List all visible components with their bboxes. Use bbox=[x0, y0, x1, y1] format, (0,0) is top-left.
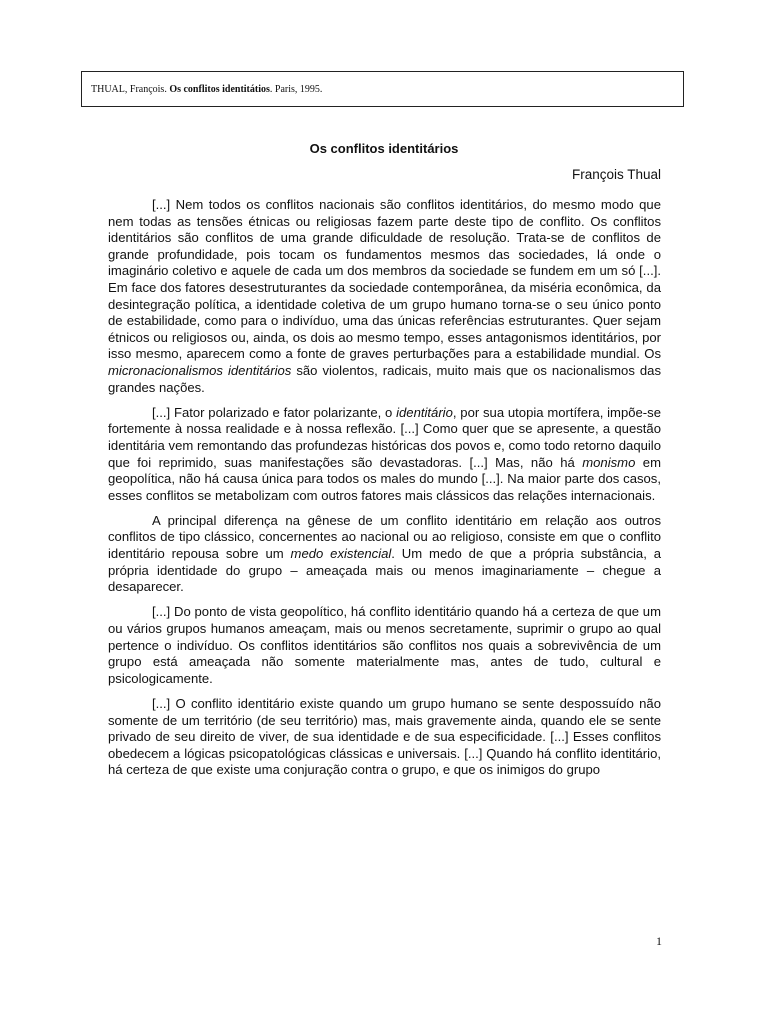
body-paragraph bbox=[108, 197, 661, 396]
paragraph-text: [...] Do ponto de vista geopolítico, há conflito identitário quando há a certeza de que um ou vários grupos humanos ameaçam, mais ou menos secretamente, suprimir o grupo ao qual pertence o indivíduo. Os conflitos identitários são conflitos nos quais a sobrevivência de um grupo está ameaçada não somente materialmente mas, antes de tudo, cultural e psicologicamente. bbox=[108, 604, 661, 686]
body-paragraph bbox=[108, 696, 661, 779]
citation-publication: . Paris, 1995. bbox=[269, 84, 323, 95]
paragraph-text: em geopolítica, não há causa única para todos os males do mundo [...]. Na maior parte dos casos, esses conflitos se metabolizam com outros fatores mais clássicos das relações internacionais. bbox=[108, 454, 661, 503]
italic-term: medo existencial bbox=[290, 546, 392, 562]
citation-title: Os conflitos identitátios bbox=[169, 84, 270, 95]
italic-term: monismo bbox=[582, 454, 636, 470]
body-paragraph bbox=[108, 405, 661, 505]
body-paragraph bbox=[108, 513, 661, 596]
paragraph-text: [...] Nem todos os conflitos nacionais são conflitos identitários, do mesmo modo que nem todas as tensões étnicas ou religiosas fazem parte deste tipo de conflito. Os conflitos identitários são conflitos de uma grande dificuldade de resolução. Trata-se de conflitos de grande profundidade, pois tocam os fundamentos mesmos das sociedades, lá onde o imaginário coletivo e aquele de cada um dos membros da sociedade se fundem em um só [...]. Em face dos fatores desestruturantes da sociedade contemporânea, da miséria econômica, da desintegração política, a identidade coletiva de um grupo humano torna-se o seu único ponto de estabilidade, como para o indivíduo, uma das únicas referências estruturantes. Quer sejam étnicos ou religiosos ou, ainda, os dois ao mesmo tempo, esses antagonismos identitários, por isso mesmo, aparecem como a fonte de graves perturbações para a estabilidade mundial. Os bbox=[108, 197, 661, 362]
italic-term: micronacionalismos identitários bbox=[108, 362, 292, 378]
paragraph-text: A principal diferença na gênese de um conflito identitário em relação aos outros conflitos de tipo clássico, concernentes ao nacional ou ao religioso, consiste em que o conflito identitário repousa sobre um bbox=[108, 512, 661, 562]
paragraph-text: , por sua utopia mortífera, impõe-se fortemente à nossa realidade e à nossa reflexão. [...] Como quer que se apresente, a questão identitária vem remontando das profundezas históricas dos povos e, como todo retorno daquilo que foi reprimido, suas manifestações são devastadoras. [...] Mas, não há bbox=[108, 404, 662, 470]
document-body bbox=[108, 197, 661, 788]
paragraph-text: são violentos, radicais, muito mais que os nacionalismos das grandes nações. bbox=[108, 362, 662, 395]
document-title: Os conflitos identitários bbox=[309, 141, 459, 156]
paragraph-text: [...] Fator polarizado e fator polarizante, o bbox=[152, 404, 397, 420]
body-paragraph bbox=[108, 604, 661, 687]
document-author: François Thual bbox=[571, 167, 661, 182]
page-number: 1 bbox=[656, 934, 662, 948]
paragraph-text: [...] O conflito identitário existe quando um grupo humano se sente despossuído não somente de um território (de seu território) mas, mais gravemente ainda, quando ele se sente privado de seu direito de viver, de sua identidade e de sua especificidade. [...] Esses conflitos obedecem a lógicas psicopatológicas clássicas e universais. [...] Quando há conflito identitário, há certeza de que existe uma conjuração contra o grupo, e que os inimigos do grupo bbox=[108, 696, 661, 778]
paragraph-text: . Um medo de que a própria substância, a própria identidade do grupo – ameaçada mais ou menos imaginariamente – chegue a desaparecer. bbox=[108, 546, 661, 595]
citation-box bbox=[81, 71, 684, 107]
citation-author: THUAL, François. bbox=[91, 84, 170, 95]
italic-term: identitário bbox=[396, 404, 453, 420]
